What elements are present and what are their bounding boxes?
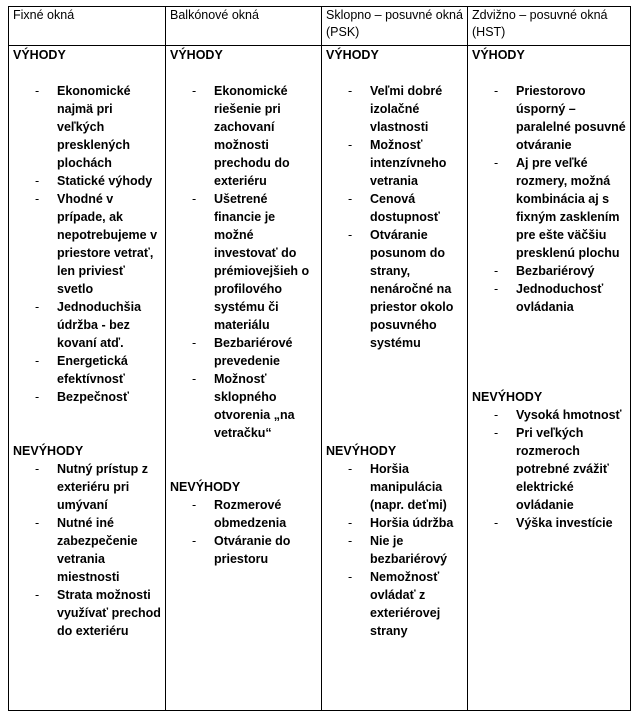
list-item: - Aj pre veľké rozmery, možná kombinácia aj s fixným zasklením pre ešte väčšiu presklenú plochu <box>472 154 626 262</box>
list-item: - Jednoduchšia údržba - bez kovaní atď. <box>13 298 161 352</box>
spacer <box>472 316 626 334</box>
list-item: - Možnosť intenzívneho vetrania <box>326 136 463 190</box>
spacer <box>326 388 463 406</box>
spacer <box>13 406 161 424</box>
cons-list <box>326 460 463 640</box>
cons-list <box>472 406 626 532</box>
spacer <box>326 406 463 424</box>
column-cell <box>322 46 468 711</box>
pros-list <box>170 82 317 442</box>
list-item: - Ušetrené financie je možné investovať do prémiovejšieh o profilového systému či materiálu <box>170 190 317 334</box>
list-item: - Nemožnosť ovládať z exteriérovej strany <box>326 568 463 640</box>
list-item: - Statické výhody <box>13 172 161 190</box>
spacer <box>170 460 317 478</box>
list-item: - Bezpečnosť <box>13 388 161 406</box>
body-row <box>9 46 631 711</box>
spacer <box>326 370 463 388</box>
pros-heading: VÝHODY <box>170 48 223 62</box>
pros-list <box>13 82 161 406</box>
spacer <box>472 370 626 388</box>
list-item: - Energetická efektívnosť <box>13 352 161 388</box>
list-item: - Otváranie posunom do strany, nenáročné na priestor okolo posuvného systému <box>326 226 463 352</box>
list-item: - Bezbariérový <box>472 262 626 280</box>
cons-heading: NEVÝHODY <box>326 444 397 458</box>
list-item: - Bezbariérové prevedenie <box>170 334 317 370</box>
column-cell <box>468 46 631 711</box>
cons-list <box>170 496 317 568</box>
spacer <box>472 334 626 352</box>
spacer <box>472 64 626 82</box>
spacer <box>13 424 161 442</box>
list-item: - Ekonomické riešenie pri zachovaní možnosti prechodu do exteriéru <box>170 82 317 190</box>
pros-list <box>472 82 626 316</box>
list-item: - Horšia manipulácia (napr. deťmi) <box>326 460 463 514</box>
comparison-table <box>8 6 631 711</box>
list-item: - Pri veľkých rozmeroch potrebné zvážiť elektrické ovládanie <box>472 424 626 514</box>
list-item: - Jednoduchosť ovládania <box>472 280 626 316</box>
list-item: - Ekonomické najmä pri veľkých presklených plochách <box>13 82 161 172</box>
list-item: - Nutné iné zabezpečenie vetrania miestnosti <box>13 514 161 586</box>
list-item: - Vhodné v prípade, ak nepotrebujeme v priestore vetrať, len priviesť svetlo <box>13 190 161 298</box>
pros-list <box>326 82 463 352</box>
spacer <box>13 64 161 82</box>
pros-heading: VÝHODY <box>326 48 379 62</box>
spacer <box>472 352 626 370</box>
pros-heading: VÝHODY <box>13 48 66 62</box>
list-item: - Horšia údržba <box>326 514 463 532</box>
list-item: - Strata možnosti využívať prechod do exteriéru <box>13 586 161 640</box>
spacer <box>326 424 463 442</box>
list-item: - Priestorovo úsporný – paralelné posuvné otváranie <box>472 82 626 154</box>
cons-heading: NEVÝHODY <box>13 444 84 458</box>
list-item: - Rozmerové obmedzenia <box>170 496 317 532</box>
list-item: - Cenová dostupnosť <box>326 190 463 226</box>
spacer <box>326 352 463 370</box>
cons-heading: NEVÝHODY <box>170 480 241 494</box>
cons-list <box>13 460 161 640</box>
column-header: Balkónové okná <box>166 7 322 46</box>
list-item: - Veľmi dobré izolačné vlastnosti <box>326 82 463 136</box>
spacer <box>170 64 317 82</box>
list-item: - Vysoká hmotnosť <box>472 406 626 424</box>
spacer <box>326 64 463 82</box>
column-cell <box>166 46 322 711</box>
list-item: - Otváranie do priestoru <box>170 532 317 568</box>
spacer <box>170 442 317 460</box>
list-item: - Nutný prístup z exteriéru pri umývaní <box>13 460 161 514</box>
column-header: Zdvižno – posuvné okná (HST) <box>468 7 631 46</box>
header-row <box>9 7 631 46</box>
list-item: - Nie je bezbariérový <box>326 532 463 568</box>
pros-heading: VÝHODY <box>472 48 525 62</box>
column-cell <box>9 46 166 711</box>
cons-heading: NEVÝHODY <box>472 390 543 404</box>
column-header: Fixné okná <box>9 7 166 46</box>
list-item: - Možnosť sklopného otvorenia „na vetračku“ <box>170 370 317 442</box>
column-header: Sklopno – posuvné okná (PSK) <box>322 7 468 46</box>
list-item: - Výška investície <box>472 514 626 532</box>
